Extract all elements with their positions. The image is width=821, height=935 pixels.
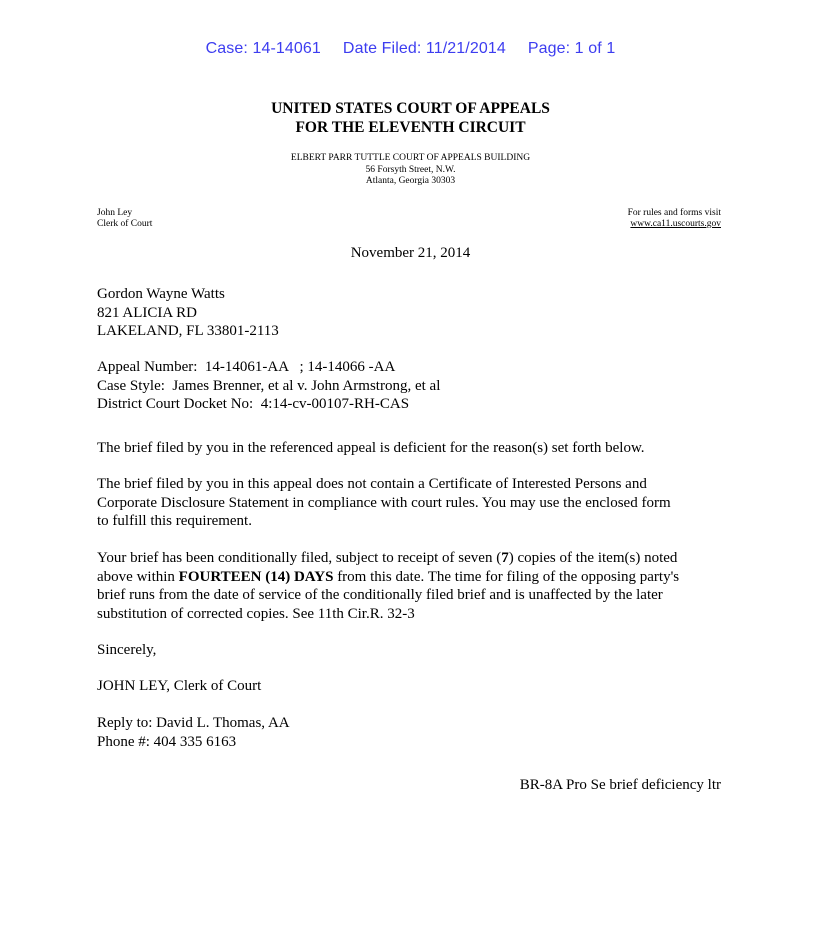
signature-line: JOHN LEY, Clerk of Court <box>97 678 262 694</box>
court-title-line2: FOR THE ELEVENTH CIRCUIT <box>295 119 526 136</box>
paragraph-conditional-line <box>97 549 727 568</box>
copies-count: 7 <box>501 550 509 566</box>
form-code: BR-8A Pro Se brief deficiency ltr <box>519 777 721 793</box>
deadline-emphasis: FOURTEEN (14) DAYS <box>178 568 334 585</box>
court-street: 56 Forsyth Street, N.W. <box>365 164 456 175</box>
closing-salutation: Sincerely, <box>97 642 157 658</box>
paragraph-certificate-line: The brief filed by you in this appeal does not contain a Certificate of Interested Persons and <box>97 476 647 492</box>
clerk-title: Clerk of Court <box>97 219 153 229</box>
paragraph-conditional-filing <box>97 549 727 623</box>
recipient-street: 821 ALICIA RD <box>97 304 198 321</box>
clerk-name: John Ley <box>97 208 133 218</box>
court-title-line1: UNITED STATES COURT OF APPEALS <box>271 100 550 117</box>
district-docket: District Court Docket No: 4:14-cv-00107-RH-CAS <box>97 396 410 412</box>
page-count: Page: 1 of 1 <box>527 40 616 57</box>
rules-notice <box>628 208 721 230</box>
phone-number: Phone #: 404 335 6163 <box>97 733 237 750</box>
court-city: Atlanta, Georgia 30303 <box>365 176 456 186</box>
text-fragment: ) copies of the item(s) noted <box>508 550 678 566</box>
paragraph-conditional-line: substitution of corrected copies. See 11th Cir.R. 32-3 <box>97 605 415 622</box>
reply-to: Reply to: David L. Thomas, AA <box>97 715 290 731</box>
text-fragment: above within <box>97 568 179 585</box>
recipient-city: LAKELAND, FL 33801-2113 <box>97 323 279 339</box>
paragraph-certificate-line: Corporate Disclosure Statement in compliance with court rules. You may use the enclosed form <box>97 494 671 511</box>
letter-date: November 21, 2014 <box>350 245 471 261</box>
paragraph-deficiency: The brief filed by you in the referenced appeal is deficient for the reason(s) set forth below. <box>97 440 645 456</box>
rules-text: For rules and forms visit <box>627 208 721 218</box>
court-address <box>0 153 821 188</box>
paragraph-conditional-line: brief runs from the date of service of the conditionally filed brief and is unaffected by the later <box>97 587 663 603</box>
clerk-header <box>97 208 152 230</box>
paragraph-conditional-line <box>97 568 727 587</box>
ecf-header-stamp <box>0 40 821 58</box>
appeal-number: Appeal Number: 14-14061-AA ; 14-14066 -AA <box>97 359 396 375</box>
rules-link[interactable]: www.ca11.uscourts.gov <box>630 219 721 229</box>
date-filed: Date Filed: 11/21/2014 <box>342 40 506 57</box>
court-title <box>0 99 821 137</box>
text-fragment: from this date. The time for filing of the opposing party's <box>333 568 680 585</box>
case-number: Case: 14-14061 <box>205 40 321 57</box>
reply-contact <box>97 714 727 751</box>
recipient-name: Gordon Wayne Watts <box>97 286 225 302</box>
case-info <box>97 358 727 414</box>
case-style: Case Style: James Brenner, et al v. John Armstrong, et al <box>97 377 441 394</box>
paragraph-certificate <box>97 475 727 531</box>
court-building-name: ELBERT PARR TUTTLE COURT OF APPEALS BUILDING <box>290 153 531 163</box>
paragraph-certificate-line: to fulfill this requirement. <box>97 513 252 529</box>
recipient-address <box>97 285 727 341</box>
text-fragment: Your brief has been conditionally filed, subject to receipt of seven ( <box>97 550 502 566</box>
